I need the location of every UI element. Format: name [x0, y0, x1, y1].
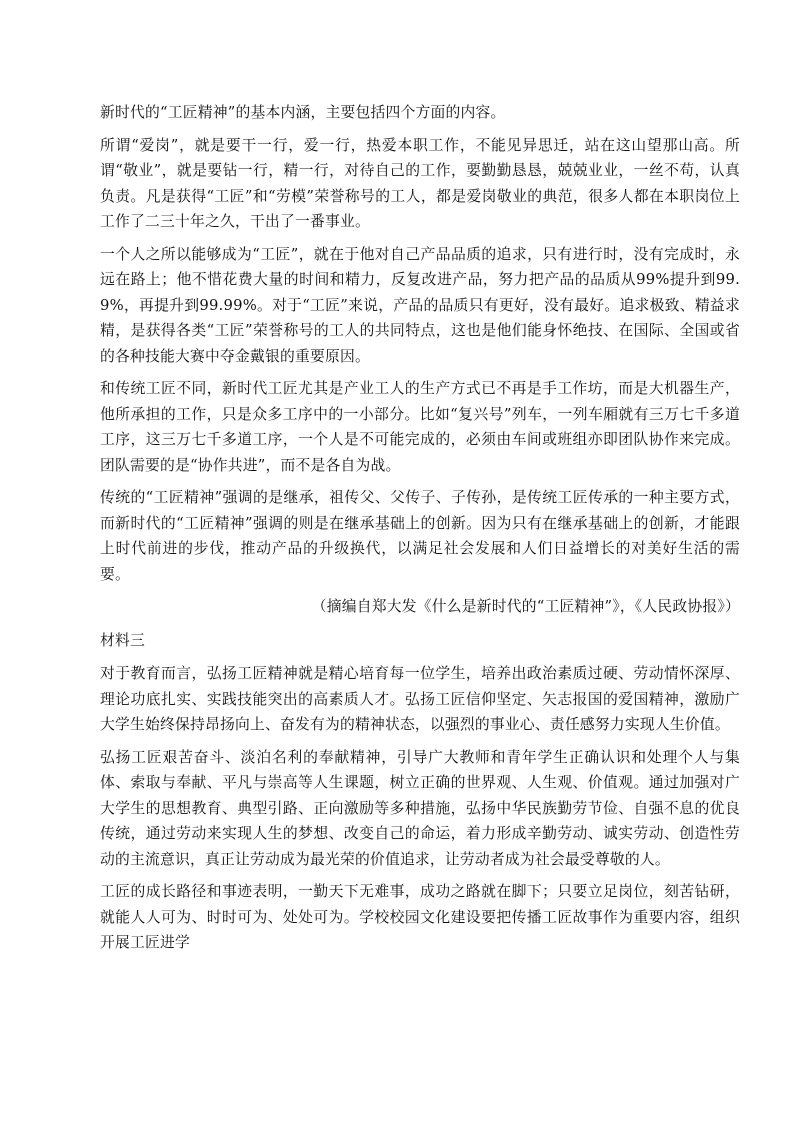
- paragraph-intro: 新时代的“工匠精神”的基本内涵，主要包括四个方面的内容。: [100, 104, 506, 121]
- paragraph-aigang-jingye: 所谓“爱岗”，就是要干一行，爱一行，热爱本职工作，不能见异思迁，站在这山望那山高。所谓“敬业”，就是要钻一行，精一行，对待自己的工作，要勤勤恳恳，兢兢业业，一丝不苟，认真负责。凡是获得“工匠”和“劳模”荣誉称号的工人，都是爱岗敬业的典范，很多人都在本职岗位上工作了二三十年之久，干出了一番事业。: [100, 136, 740, 230]
- source-citation: （摘编自郑大发《什么是新时代的“工匠精神”》，《人民政协报》）: [311, 598, 740, 615]
- document-body: [100, 100, 740, 963]
- paragraph-growth-path: 工匠的成长路径和事迹表明，一勤天下无难事，成功之路就在脚下；只要立足岗位，刻苦钻研，就能人人可为、时时可为、处处可为。学校校园文化建设要把传播工匠故事作为重要内容，组织开展工匠进学: [100, 883, 740, 951]
- paragraph-xiezuo-gongjin: 和传统工匠不同，新时代工匠尤其是产业工人的生产方式已不再是手工作坊，而是大机器生产，他所承担的工作，只是众多工序中的一小部分。比如“复兴号”列车，一列车厢就有三万七千多道工序，这三万七千多道工序，一个人是不可能完成的，必须由车间或班组亦即团队协作来完成。团队需要的是“协作共进”，而不是各自为战。: [100, 380, 740, 474]
- paragraph-jingyi-qiujing: 一个人之所以能够成为“工匠”，就在于他对自己产品品质的追求，只有进行时，没有完成时，永远在路上；他不惜花费大量的时间和精力，反复改进产品，努力把产品的品质从99%提升到99.9%，再提升到99.99%。对于“工匠”来说，产品的品质只有更好，没有最好。追求极致、精益求精，是获得各类“工匠”荣誉称号的工人的共同特点，这也是他们能身怀绝技、在国际、全国或省的各种技能大赛中夺金戴银的重要原因。: [100, 245, 740, 365]
- paragraph-dedication: 弘扬工匠艰苦奋斗、淡泊名利的奉献精神，引导广大教师和青年学生正确认识和处理个人与集体、索取与奉献、平凡与崇高等人生课题，树立正确的世界观、人生观、价值观。通过加强对广大学生的思想教育、典型引路、正向激励等多种措施，弘扬中华民族勤劳节俭、自强不息的优良传统，通过劳动来实现人生的梦想、改变自己的命运，着力形成辛勤劳动、诚实劳动、创造性劳动的主流意识，真正让劳动成为最光荣的价值追求，让劳动者成为社会最受尊敬的人。: [100, 748, 740, 868]
- paragraph-education: 对于教育而言，弘扬工匠精神就是精心培育每一位学生，培养出政治素质过硬、劳动情怀深厚、理论功底扎实、实践技能突出的高素质人才。弘扬工匠信仰坚定、矢志报国的爱国精神，激励广大学生始终保持昂扬向上、奋发有为的精神状态，以强烈的事业心、责任感努力实现人生价值。: [100, 665, 740, 733]
- section-heading-material-three: 材料三: [100, 631, 145, 649]
- paragraph-chuangxin: 传统的“工匠精神”强调的是继承，祖传父、父传子、子传孙，是传统工匠传承的一种主要方式，而新时代的“工匠精神”强调的则是在继承基础上的创新。因为只有在继承基础上的创新，才能跟上时代前进的步伐，推动产品的升级换代，以满足社会发展和人们日益增长的对美好生活的需要。: [100, 489, 740, 583]
